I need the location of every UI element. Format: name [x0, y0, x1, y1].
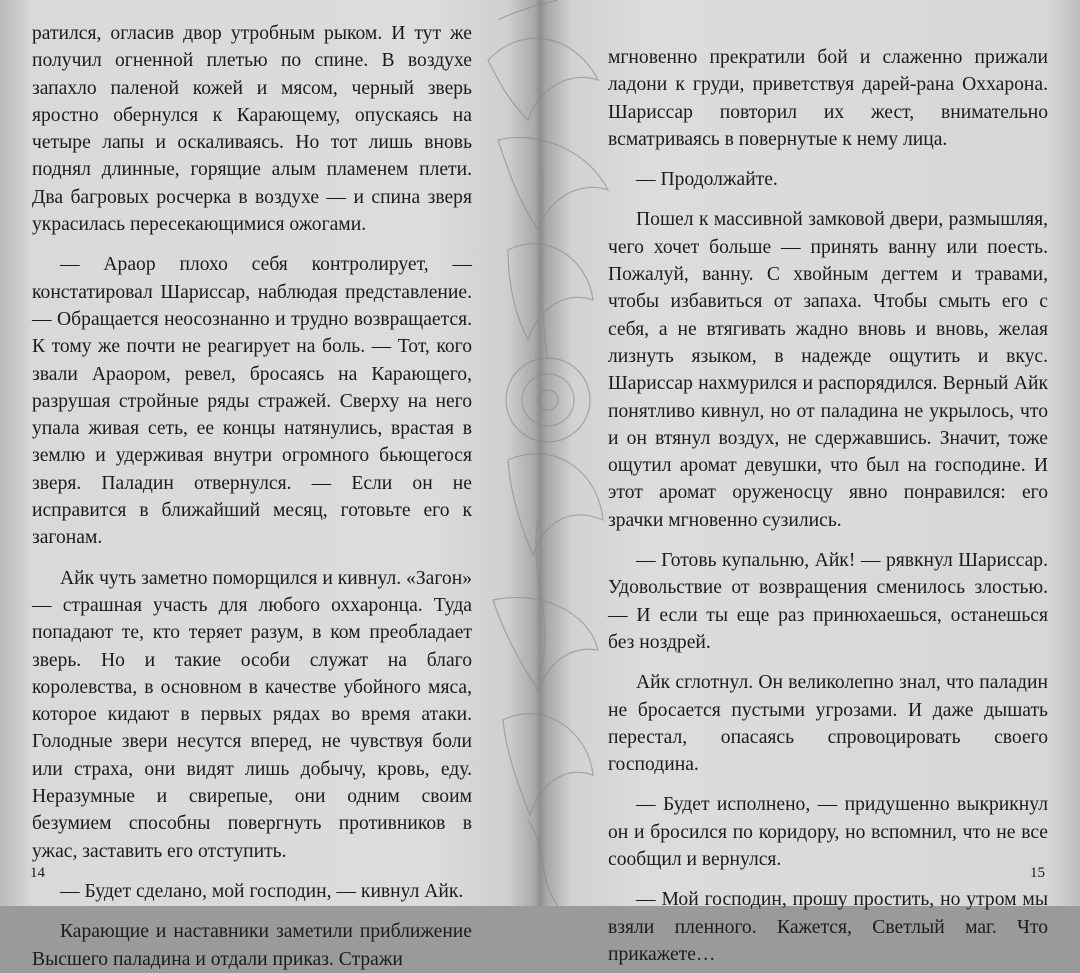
left-page — [0, 0, 540, 970]
paragraph: мгновенно прекратили бой и слаженно прижали ладони к груди, приветствуя дарей-рана Оххарона. Шариссар повторил их жест, внимательно всматриваясь в повернутые к нему лица. — [608, 47, 1048, 150]
paragraph: — Будет исполнено, — придушенно выкрикнул он и бросился по коридору, но вспомнил, что не все сообщил и вернулся. — [608, 794, 1048, 871]
left-page-text — [32, 20, 472, 973]
paragraph: — Готовь купальню, Айк! — рявкнул Шариссар. Удовольствие от возвращения сменилось злостью. — И если ты еще раз принюхаешься, останешься без ноздрей. — [608, 550, 1048, 653]
paragraph: Айк сглотнул. Он великолепно знал, что паладин не бросается пустыми угрозами. И даже дышать перестал, опасаясь спровоцировать своего господина. — [608, 672, 1048, 776]
right-page — [540, 0, 1080, 965]
paragraph: — Араор плохо себя контролирует, — констатировал Шариссар, наблюдая представление. — Обращается неосознанно и трудно возвращается. К тому же почти не реагирует на боль. — Тот, кого звали Араором, ревел, бросаясь на Карающего, разрушая стройные ряды стражей. Сверху на него упала живая сеть, ее концы натянулись, врастая в землю и удерживая внутри огромного бьющегося зверя. Паладин отвернулся. — Если он не исправится в ближайший месяц, готовьте его к загонам. — [32, 254, 472, 549]
paragraph: ратился, огласив двор утробным рыком. И тут же получил огненной плетью по спине. В воздухе запахло паленой кожей и мясом, черный зверь яростно обернулся к Карающему, опускаясь на четыре лапы и оскаливаясь. Но тот лишь вновь поднял длинные, горящие алым пламенем плети. Два багровых росчерка в воздухе — и спина зверя украсилась пересекающимися ожогами. — [32, 23, 472, 236]
paragraph: — Мой господин, прошу простить, но утром мы взяли пленного. Кажется, Светлый маг. Что прикажете… — [608, 889, 1048, 965]
paragraph: — Будет сделано, мой господин, — кивнул Айк. — [60, 880, 464, 902]
page-number: 14 — [30, 865, 45, 881]
paragraph: — Продолжайте. — [636, 169, 778, 191]
right-page-text — [608, 44, 1048, 968]
page-number: 15 — [1030, 865, 1045, 881]
paragraph: Карающие и наставники заметили приближение Высшего паладина и отдали приказ. Стражи — [32, 921, 472, 970]
paragraph: Айк чуть заметно поморщился и кивнул. «Загон» — страшная участь для любого оххаронца. Туда попадают те, кто теряет разум, в ком преобладает зверь. Но и такие особи служат на благо королевства, в основном в качестве убойного мяса, которое кидают в первых рядах во время атаки. Голодные звери несутся вперед, не чувствуя боли или страха, они видят лишь добычу, кровь, еду. Неразумные и свирепые, они одним своим безумием способны повергнуть противников в ужас, заставить его отступить. — [32, 567, 472, 862]
paragraph: Пошел к массивной замковой двери, размышляя, чего хочет больше — принять ванну или поесть. Пожалуй, ванну. С хвойным дегтем и травами, чтобы избавиться от запаха. Чтобы смыть его с себя, а не втягивать жадно вновь и вновь, желая лизнуть языком, в надежде ощутить и вкус. Шариссар нахмурился и распорядился. Верный Айк понятливо кивнул, но от паладина не укрылось, что и он втянул воздух, не сдержавшись. Значит, тоже ощутил аромат девушки, что был на господине. И этот аромат оруженосцу явно понравился: его зрачки мгновенно сузились. — [608, 209, 1048, 531]
